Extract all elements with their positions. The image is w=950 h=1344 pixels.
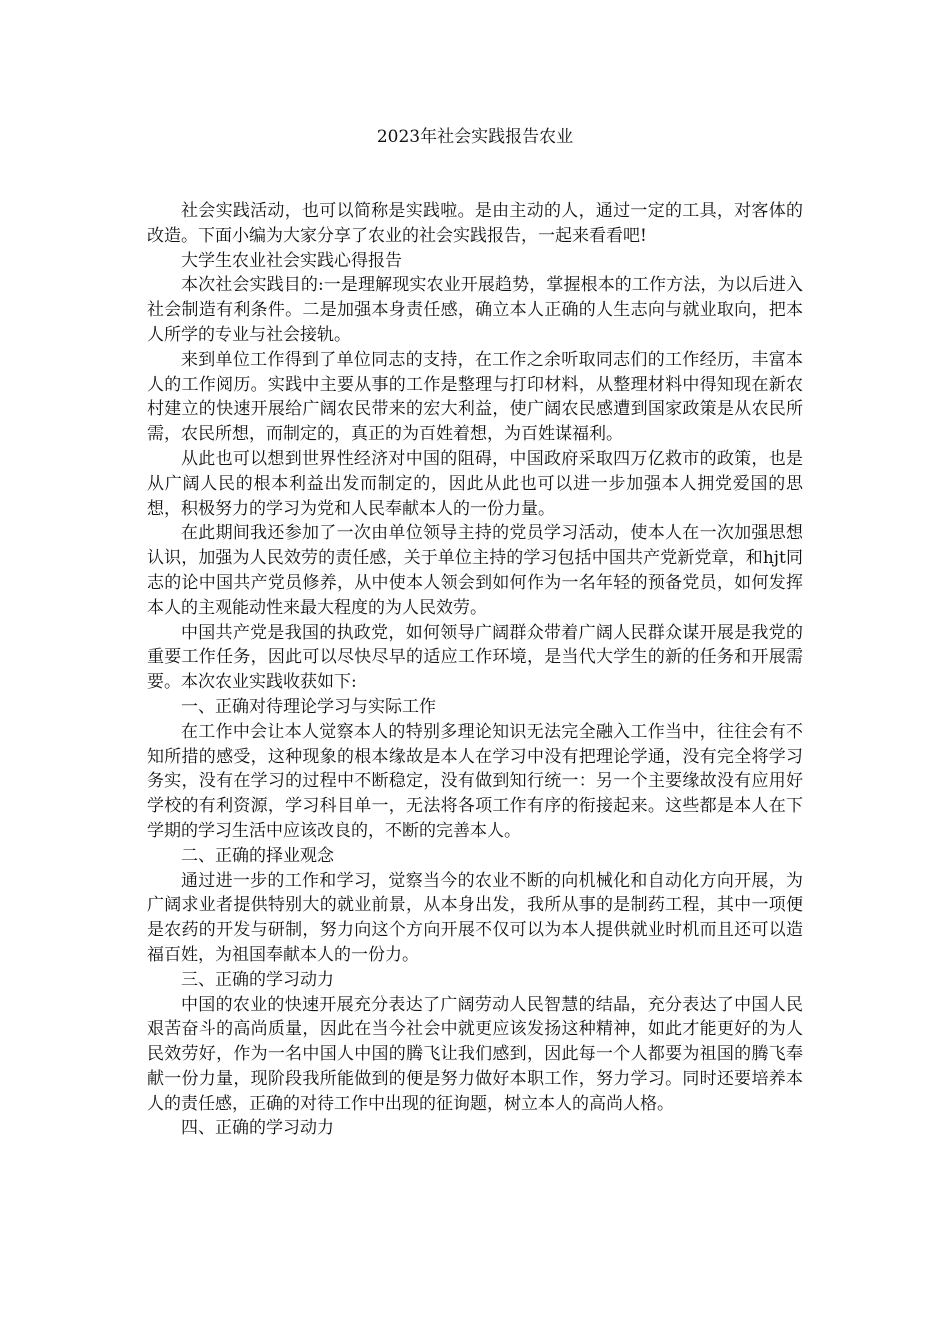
body-paragraph: 中国共产党是我国的执政党，如何领导广阔群众带着广阔人民群众谋开展是我党的重要工作任务，因此可以尽快尽早的适应工作环境，是当代大学生的新的任务和开展需要。本次农业实践收获如下: — [147, 622, 803, 693]
body-paragraph: 在工作中会让本人觉察本人的特别多理论知识无法完全融入工作当中，往往会有不知所措的感受，这种现象的根本缘故是本人在学习中没有把理论学通，没有完全将学习务实，没有在学习的过程中不断稳定，没有做到知行统一：另一个主要缘故没有应用好学校的有利资源，学习科目单一，无法将各项工作有序的衔接起来。这些都是本人在下学期的学习生活中应该改良的，不断的完善本人。 — [147, 721, 803, 841]
body-paragraph: 中国的农业的快速开展充分表达了广阔劳动人民智慧的结晶，充分表达了中国人民艰苦奋斗的高尚质量，因此在当今社会中就更应该发扬这种精神，如此才能更好的为人民效劳好，作为一名中国人中国的腾飞让我们感到，因此每一个人都要为祖国的腾飞奉献一份力量，现阶段我所能做到的便是努力做好本职工作，努力学习。同时还要培养本人的责任感，正确的对待工作中出现的征询题，树立本人的高尚人格。 — [147, 994, 803, 1114]
intro-paragraph: 社会实践活动，也可以简称是实践啦。是由主动的人，通过一定的工具，对客体的改造。下面小编为大家分享了农业的社会实践报告，一起来看看吧! — [147, 201, 803, 246]
subsection-heading: 一、正确对待理论学习与实际工作 — [181, 696, 436, 717]
document-title: 2023年社会实践报告农业 — [376, 127, 574, 147]
subsection-heading: 四、正确的学习动力 — [181, 1118, 334, 1139]
body-paragraph: 来到单位工作得到了单位同志的支持，在工作之余听取同志们的工作经历，丰富本人的工作阅历。实践中主要从事的工作是整理与打印材料，从整理材料中得知现在新农村建立的快速开展给广阔农民带来的宏大利益，使广阔农民感遭到国家政策是从农民所需，农民所想，而制定的，真正的为百姓着想，为百姓谋福利。 — [147, 349, 803, 445]
subsection-heading: 二、正确的择业观念 — [181, 845, 334, 866]
body-paragraph: 本次社会实践目的:一是理解现实农业开展趋势，掌握根本的工作方法，为以后进入社会制造有利条件。二是加强本身责任感，确立本人正确的人生志向与就业取向，把本人所学的专业与社会接轨。 — [147, 275, 803, 345]
section-heading: 大学生农业社会实践心得报告 — [181, 250, 402, 271]
body-paragraph: 从此也可以想到世界性经济对中国的阻碍，中国政府采取四万亿救市的政策，也是从广阔人民的根本利益出发而制定的，因此从此也可以进一步加强本人拥党爱国的思想，积极努力的学习为党和人民奉献本人的一份力量。 — [147, 448, 803, 519]
subsection-heading: 三、正确的学习动力 — [181, 969, 334, 990]
body-paragraph: 通过进一步的工作和学习，觉察当今的农业不断的向机械化和自动化方向开展，为广阔求业者提供特别大的就业前景，从本身出发，我所从事的是制药工程，其中一项便是农药的开发与研制，努力向这个方向开展不仅可以为本人提供就业时机而且还可以造福百姓，为祖国奉献本人的一份力。 — [147, 870, 803, 965]
body-paragraph: 在此期间我还参加了一次由单位领导主持的党员学习活动，使本人在一次加强思想认识，加强为人民效劳的责任感，关于单位主持的学习包括中国共产党新党章，和hjt同志的论中国共产党员修养，从中使本人领会到如何作为一名年轻的预备党员，如何发挥本人的主观能动性来最大程度的为人民效劳。 — [147, 523, 803, 618]
document-body — [147, 199, 803, 1141]
